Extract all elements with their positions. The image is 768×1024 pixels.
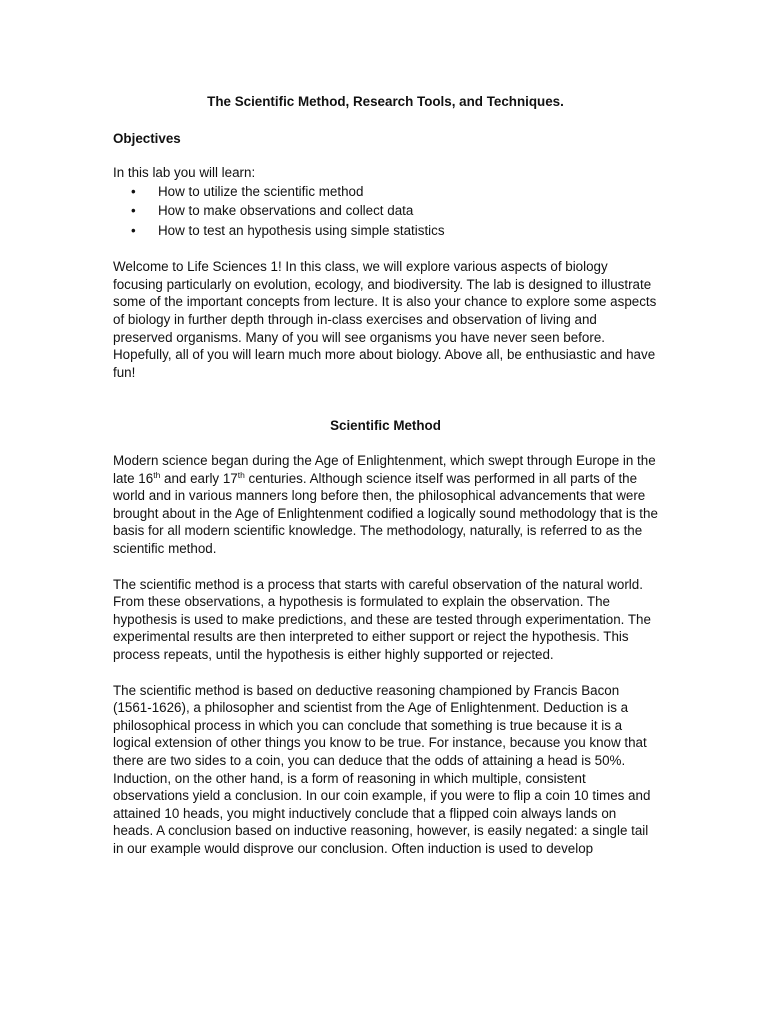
objective-text: How to make observations and collect data [158,203,414,219]
objective-item [131,182,658,202]
bullet-icon: • [131,203,136,219]
paragraph-text: Modern science began during the Age of Enlightenment, which swept through Europe in the late 16 [113,453,656,486]
objectives-intro: In this lab you will learn: [113,165,256,181]
objective-item [131,201,658,221]
scientific-method-heading: Scientific Method [330,418,441,434]
paragraph-text: and early 17 [160,470,238,486]
welcome-paragraph: Welcome to Life Sciences 1! In this class, we will explore various aspects of biology focusing particularly on evolution, ecology, and biodiversity. The lab is designed to illustrate some of the important concepts from lecture. It is also your chance to explore some aspects of biology in further depth through in-class exercises and observation of living and preserved organisms. Many of you will see organisms you have never seen before. Hopefully, all of you will learn much more about biology. Above all, be enthusiastic and have fun! [113,259,657,380]
document-page [113,93,658,858]
paragraph-text: centuries. Although science itself was performed in all parts of the world and in various manners long before then, the philosophical advancements that were brought about in the Age of Enlightenment codified a logically sound methodology that is the basis for all modern scientific knowledge. The methodology, naturally, is referred to as the scientific method. [113,470,658,556]
bullet-icon: • [131,183,136,199]
superscript: th [153,469,161,480]
scientific-method-paragraph-2: The scientific method is a process that starts with careful observation of the natural world. From these observations, a hypothesis is formulated to explain the observation. The hypothesis is used to make predictions, and these are tested through experimentation. The experimental results are then interpreted to either support or reject the hypothesis. This process repeats, until the hypothesis is either highly supported or rejected. [113,576,651,662]
superscript: th [237,469,245,480]
document-title: The Scientific Method, Research Tools, and Techniques. [207,94,564,109]
objectives-heading: Objectives [113,130,181,146]
bullet-icon: • [131,222,136,238]
objectives-list [113,182,658,241]
objective-text: How to test an hypothesis using simple statistics [158,222,445,238]
objective-item [131,221,658,241]
objective-text: How to utilize the scientific method [158,183,364,199]
scientific-method-paragraph-1 [113,452,658,558]
scientific-method-paragraph-3: The scientific method is based on deductive reasoning championed by Francis Bacon (1561-1626), a philosopher and scientist from the Age of Enlightenment. Deduction is a philosophical process in which you can conclude that something is true because it is a logical extension of other things you know to be true. For instance, because you know that there are two sides to a coin, you can deduce that the odds of attaining a head is 50%. Induction, on the other hand, is a form of reasoning in which multiple, consistent observations yield a conclusion. In our coin example, if you were to flip a coin 10 times and attained 10 heads, you might inductively conclude that a flipped coin always lands on heads. A conclusion based on inductive reasoning, however, is easily negated: a single tail in our example would disprove our conclusion. Often induction is used to develop [113,682,651,856]
spacer [113,381,658,398]
